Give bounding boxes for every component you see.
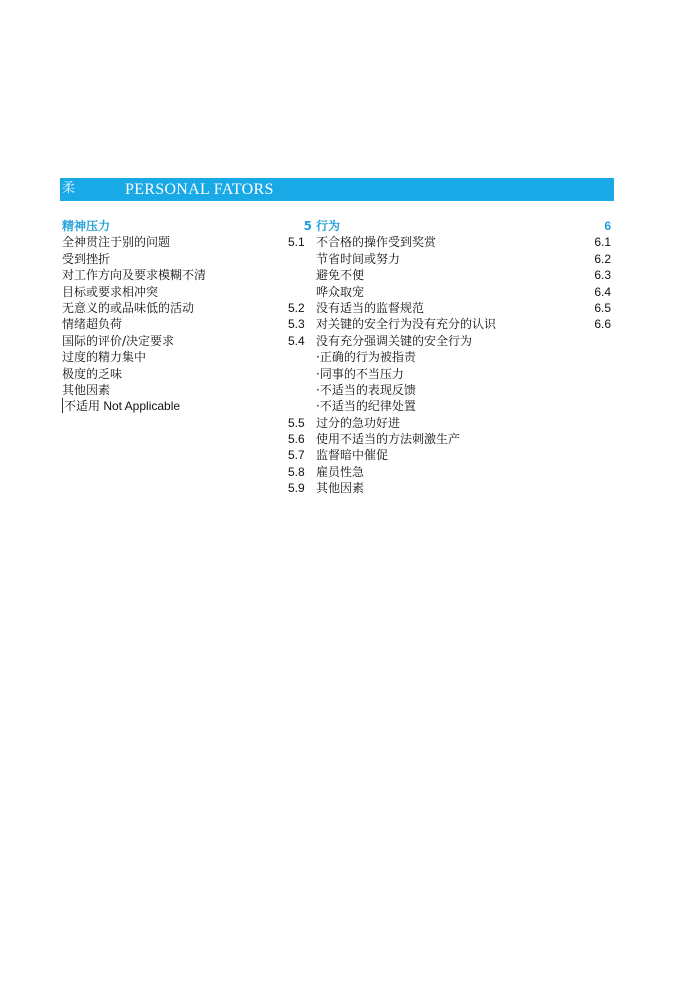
list-item: 受到挫折 bbox=[62, 251, 111, 266]
item-code: 5.4 bbox=[288, 333, 305, 348]
item-number: 6.2 bbox=[594, 251, 611, 266]
item-label: ·不适当的纪律处置 bbox=[316, 399, 416, 414]
list-item bbox=[288, 431, 613, 447]
item-label: ·同事的不当压力 bbox=[316, 366, 404, 381]
right-header-number: 6 bbox=[604, 219, 611, 233]
list-item: 过度的精力集中 bbox=[62, 350, 147, 365]
not-applicable-item bbox=[62, 398, 312, 414]
list-item: 国际的评价/决定要求 bbox=[62, 333, 175, 348]
list-item bbox=[288, 398, 613, 414]
item-code: 5.1 bbox=[288, 235, 305, 250]
item-label: 节省时间或努力 bbox=[316, 251, 401, 266]
list-item bbox=[288, 415, 613, 431]
list-item: 对工作方向及要求模糊不清 bbox=[62, 268, 207, 283]
list-item bbox=[288, 316, 613, 332]
list-item bbox=[288, 284, 613, 300]
list-item bbox=[288, 300, 613, 316]
list-item bbox=[288, 333, 613, 349]
list-item bbox=[288, 349, 613, 365]
item-label: ·正确的行为被指责 bbox=[316, 350, 416, 365]
banner-mark: 柔 bbox=[62, 181, 76, 196]
item-code: 5.9 bbox=[288, 481, 305, 496]
item-label: 过分的急功好进 bbox=[316, 415, 401, 430]
list-item bbox=[288, 267, 613, 283]
left-header bbox=[62, 218, 312, 234]
list-item bbox=[288, 447, 613, 463]
list-item: 极度的乏味 bbox=[62, 366, 123, 381]
checkbox-edge-icon bbox=[62, 398, 63, 413]
item-label: 其他因素 bbox=[316, 481, 365, 496]
item-label: ·不适当的表现反馈 bbox=[316, 382, 416, 397]
banner-title: PERSONAL FATORS bbox=[125, 181, 274, 198]
item-label: 不合格的操作受到奖赏 bbox=[316, 235, 437, 250]
list-item bbox=[288, 366, 613, 382]
list-item: 无意义的或品味低的活动 bbox=[62, 300, 195, 315]
list-item bbox=[288, 382, 613, 398]
list-item bbox=[288, 234, 613, 250]
item-label: 对关键的安全行为没有充分的认识 bbox=[316, 317, 497, 332]
item-code: 5.6 bbox=[288, 432, 305, 447]
item-number: 6.4 bbox=[594, 284, 611, 299]
item-code: 5.3 bbox=[288, 317, 305, 332]
list-item: 其他因素 bbox=[62, 382, 111, 397]
list-item bbox=[288, 480, 613, 496]
item-label: 雇员性急 bbox=[316, 464, 365, 479]
item-number: 6.5 bbox=[594, 300, 611, 315]
list-item: 目标或要求相冲突 bbox=[62, 284, 159, 299]
right-header bbox=[288, 218, 613, 234]
list-item: 全神贯注于别的问题 bbox=[62, 235, 171, 250]
item-label: 哗众取宠 bbox=[316, 284, 365, 299]
left-header-number: 5 bbox=[303, 219, 312, 233]
not-applicable-label: 不适用 Not Applicable bbox=[64, 399, 181, 414]
right-column bbox=[288, 218, 613, 497]
item-label: 监督暗中催促 bbox=[316, 448, 389, 463]
section-banner bbox=[60, 178, 614, 201]
item-code: 5.2 bbox=[288, 300, 305, 315]
item-code: 5.7 bbox=[288, 448, 305, 463]
item-number: 6.3 bbox=[594, 268, 611, 283]
item-code: 5.5 bbox=[288, 415, 305, 430]
item-number: 6.6 bbox=[594, 317, 611, 332]
right-header-label: 行为 bbox=[316, 219, 341, 233]
list-item bbox=[288, 464, 613, 480]
list-item bbox=[288, 251, 613, 267]
item-label: 没有适当的监督规范 bbox=[316, 300, 425, 315]
item-label: 使用不适当的方法刺激生产 bbox=[316, 432, 461, 447]
item-number: 6.1 bbox=[594, 235, 611, 250]
item-label: 没有充分强调关键的安全行为 bbox=[316, 333, 473, 348]
item-label: 避免不便 bbox=[316, 268, 365, 283]
list-item: 情绪超负荷 bbox=[62, 317, 123, 332]
left-column bbox=[62, 218, 312, 415]
item-code: 5.8 bbox=[288, 464, 305, 479]
left-header-label: 精神压力 bbox=[62, 219, 111, 233]
